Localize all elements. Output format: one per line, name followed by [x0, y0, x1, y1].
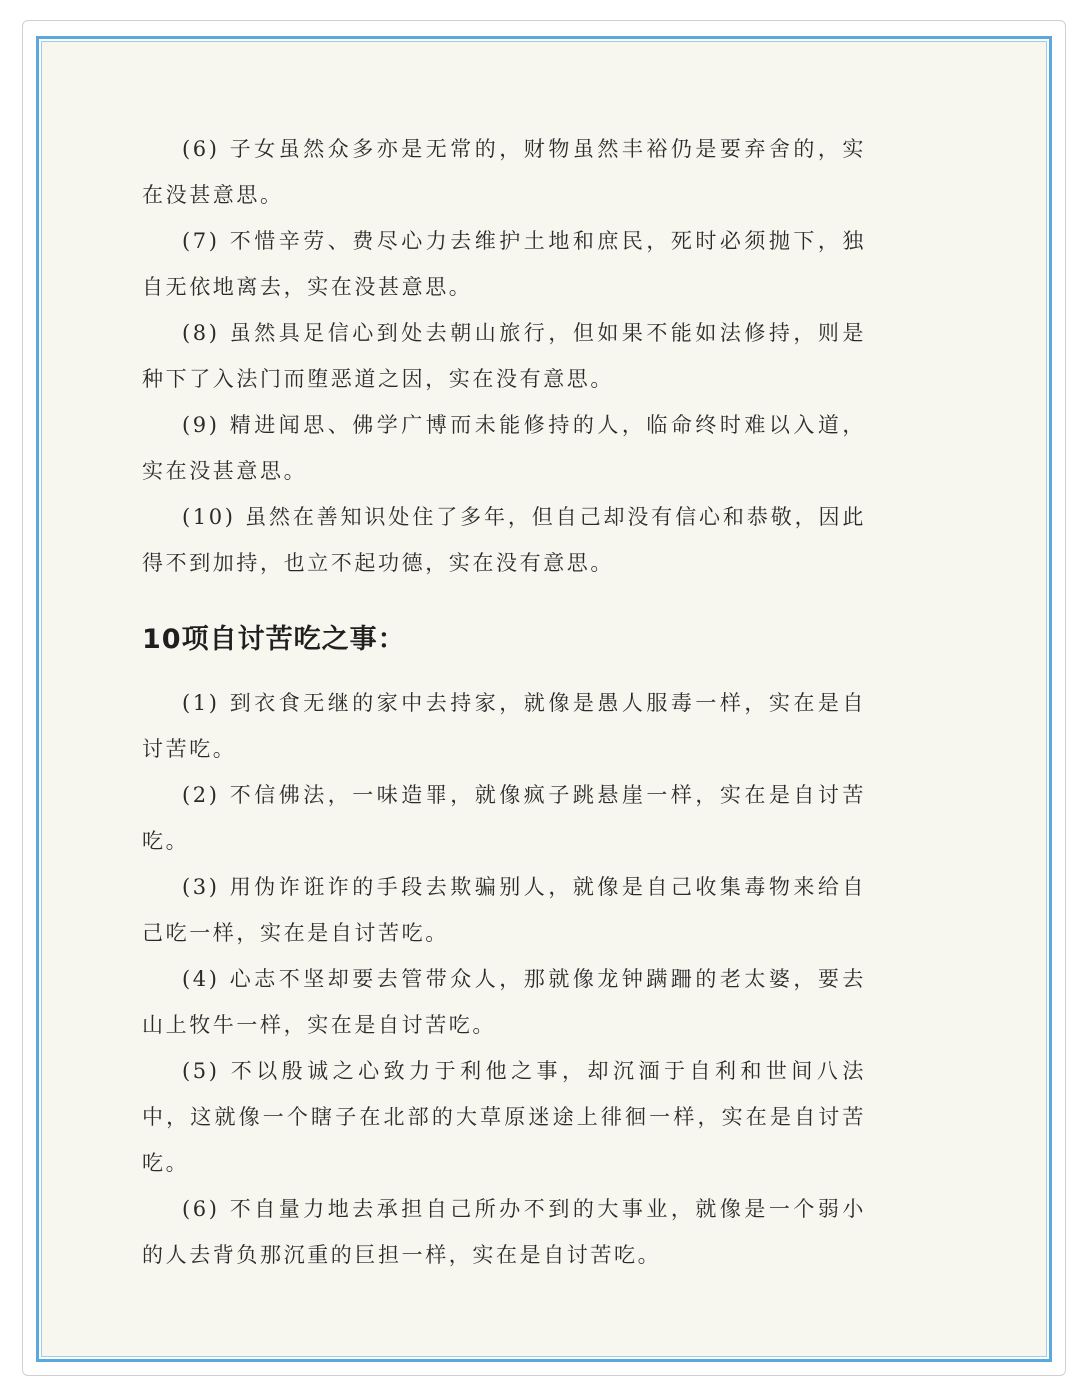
paragraph-suffering-1: (1) 到衣食无继的家中去持家，就像是愚人服毒一样，实在是自讨苦吃。	[142, 691, 866, 761]
paragraph-meaningless-6: (6) 子女虽然众多亦是无常的，财物虽然丰裕仍是要弃舍的，实在没甚意思。	[142, 137, 866, 207]
paragraph-suffering-2: (2) 不信佛法，一味造罪，就像疯子跳悬崖一样，实在是自讨苦吃。	[142, 783, 866, 853]
paragraph-suffering-5: (5) 不以殷诚之心致力于利他之事，却沉湎于自利和世间八法中，这就像一个瞎子在北部的大草原迷途上徘徊一样，实在是自讨苦吃。	[142, 1059, 866, 1175]
section-heading: 10项自讨苦吃之事：	[142, 624, 406, 655]
paragraph-suffering-3: (3) 用伪诈诳诈的手段去欺骗别人，就像是自己收集毒物来给自己吃一样，实在是自讨苦吃。	[142, 875, 866, 945]
page-content	[142, 126, 866, 1278]
paragraph-suffering-4: (4) 心志不坚却要去管带众人，那就像龙钟蹒跚的老太婆，要去山上牧牛一样，实在是自讨苦吃。	[142, 967, 866, 1037]
paragraph-meaningless-7: (7) 不惜辛劳、费尽心力去维护土地和庶民，死时必须抛下，独自无依地离去，实在没甚意思。	[142, 229, 866, 299]
paragraph-meaningless-10: (10) 虽然在善知识处住了多年，但自己却没有信心和恭敬，因此得不到加持，也立不起功德，实在没有意思。	[142, 505, 866, 575]
paragraph-suffering-6: (6) 不自量力地去承担自己所办不到的大事业，就像是一个弱小的人去背负那沉重的巨担一样，实在是自讨苦吃。	[142, 1197, 866, 1267]
paragraph-meaningless-9: (9) 精进闻思、佛学广博而未能修持的人，临命终时难以入道，实在没甚意思。	[142, 413, 866, 483]
paragraph-meaningless-8: (8) 虽然具足信心到处去朝山旅行，但如果不能如法修持，则是种下了入法门而堕恶道之因，实在没有意思。	[142, 321, 866, 391]
